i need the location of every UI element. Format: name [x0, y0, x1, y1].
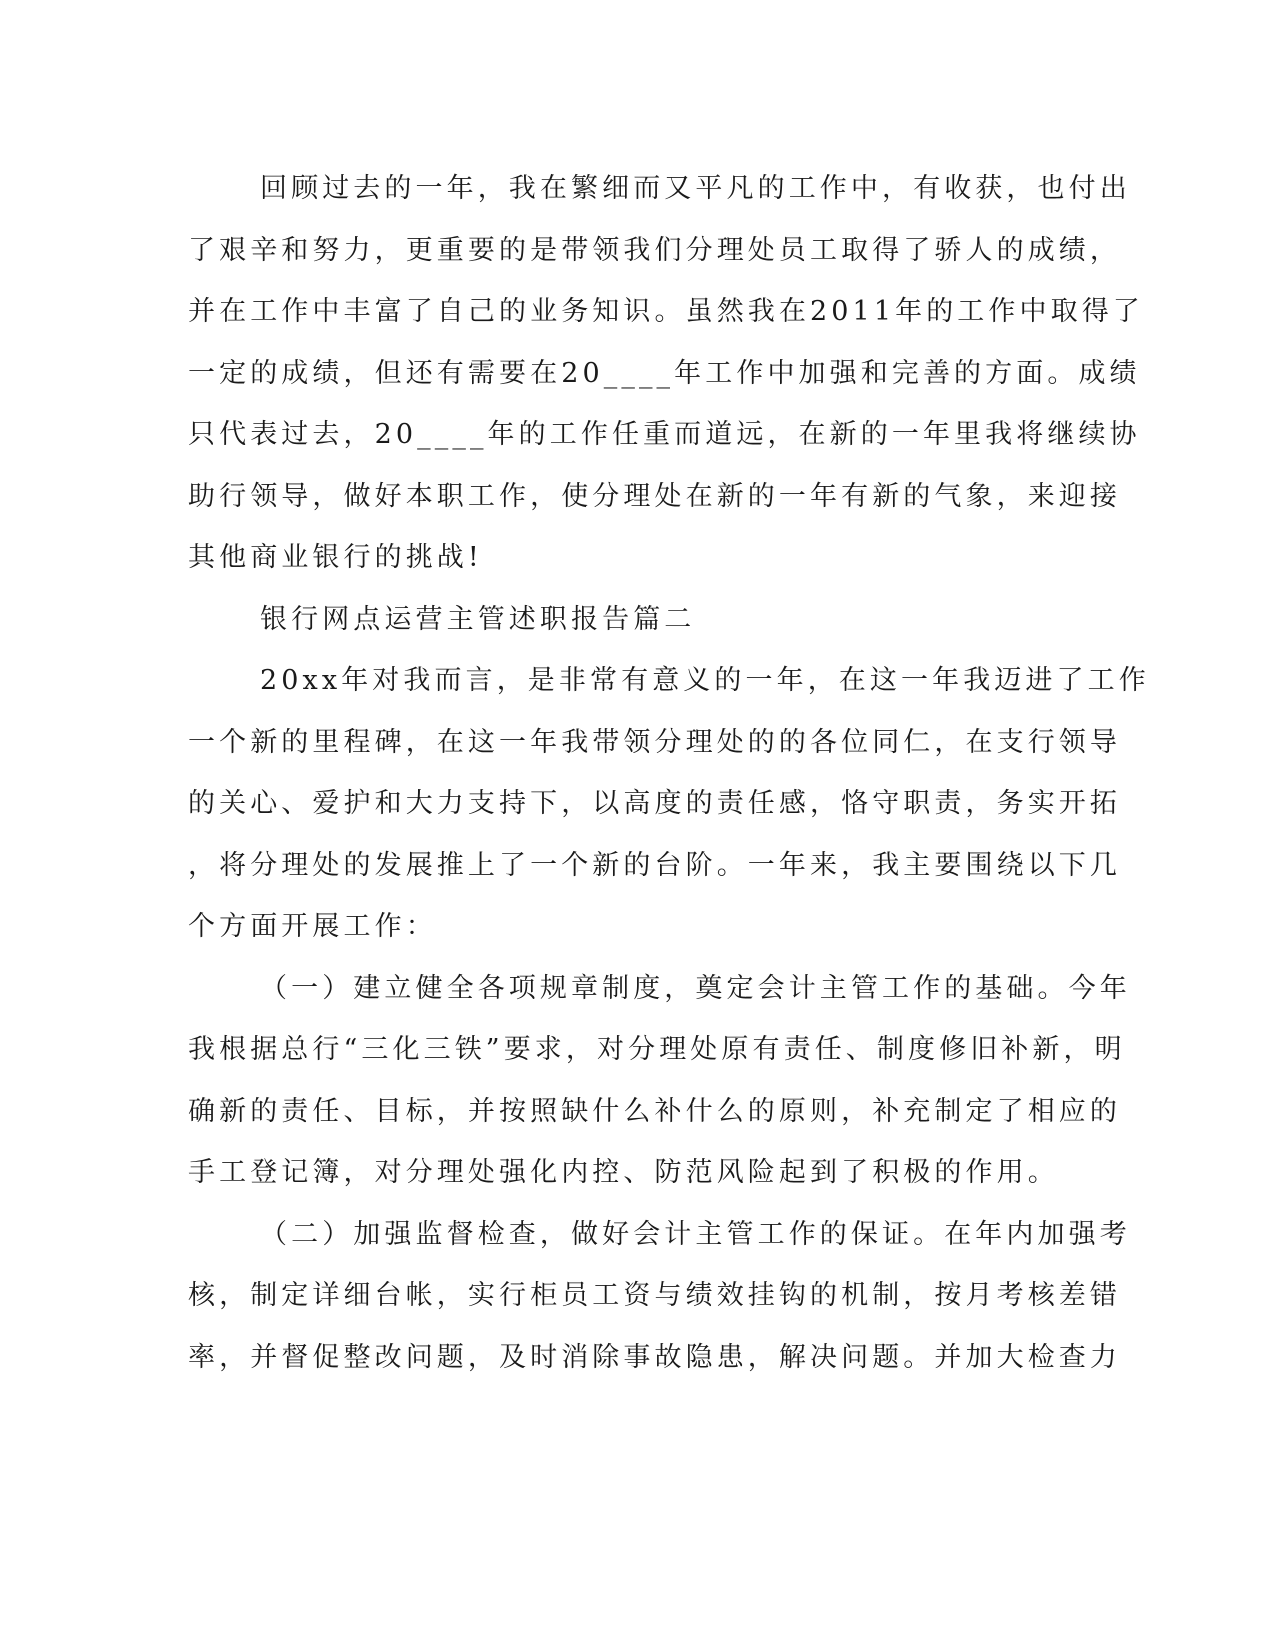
- section-heading: [188, 589, 1068, 651]
- paragraph-item-two: [188, 1204, 1131, 1389]
- document-body: [188, 158, 1150, 1388]
- text-line: 只代表过去，20____年的工作任重而道远，在新的一年里我将继续协: [188, 419, 1141, 450]
- text-line: 一个新的里程碑，在这一年我带领分理处的的各位同仁，在支行领导: [188, 726, 1121, 758]
- text-line: ，将分理处的发展推上了一个新的台阶。一年来，我主要围绕以下几: [188, 849, 1121, 881]
- text-line: 的关心、爱护和大力支持下，以高度的责任感，恪守职责，务实开拓: [188, 788, 1121, 819]
- text-line: 其他商业银行的挑战!: [188, 542, 483, 573]
- text-line: 助行领导，做好本职工作，使分理处在新的一年有新的气象，来迎接: [188, 480, 1121, 512]
- paragraph-item-one: [188, 958, 1131, 1204]
- text-line: 核，制定详细台帐，实行柜员工资与绩效挂钩的机制，按月考核差错: [188, 1280, 1121, 1311]
- text-line: 我根据总行“三化三铁”要求，对分理处原有责任、制度修旧补新，明: [188, 1034, 1126, 1065]
- text-line: （二）加强监督检查，做好会计主管工作的保证。在年内加强考: [260, 1218, 1131, 1250]
- text-line: 回顾过去的一年，我在繁细而又平凡的工作中，有收获，也付出: [260, 173, 1131, 204]
- text-line: 确新的责任、目标，并按照缺什么补什么的原则，补充制定了相应的: [188, 1095, 1121, 1127]
- section-heading-text: 银行网点运营主管述职报告篇二: [260, 603, 696, 635]
- text-line: 20xx年对我而言，是非常有意义的一年，在这一年我迈进了工作: [260, 665, 1150, 696]
- text-line: （一）建立健全各项规章制度，奠定会计主管工作的基础。今年: [260, 972, 1131, 1004]
- paragraph-intro: [188, 650, 1150, 958]
- text-line: 一定的成绩，但还有需要在20____年工作中加强和完善的方面。成绩: [188, 357, 1141, 389]
- text-line: 率，并督促整改问题，及时消除事故隐患，解决问题。并加大检查力: [188, 1341, 1121, 1373]
- text-line: 手工登记簿，对分理处强化内控、防范风险起到了积极的作用。: [188, 1157, 1059, 1188]
- text-line: 个方面开展工作：: [188, 911, 437, 942]
- text-line: 并在工作中丰富了自己的业务知识。虽然我在2011年的工作中取得了: [188, 296, 1144, 327]
- paragraph-review: [188, 158, 1144, 589]
- text-line: 了艰辛和努力，更重要的是带领我们分理处员工取得了骄人的成绩，: [188, 234, 1121, 266]
